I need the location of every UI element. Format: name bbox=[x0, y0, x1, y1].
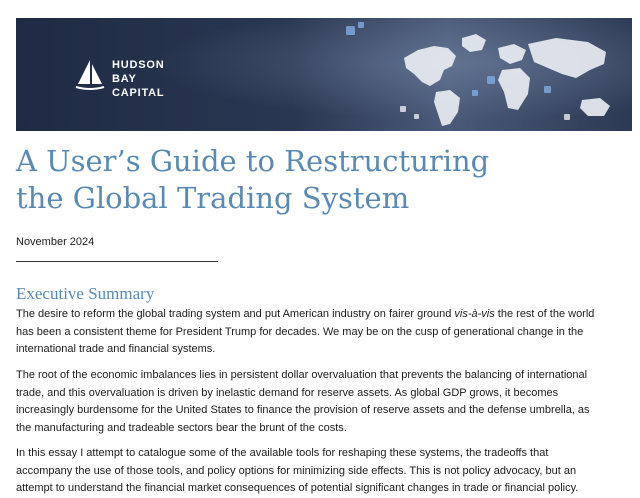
paragraph-line: trade, and this overvaluation is driven by inelastic demand for reserve assets. As global GDP grows, it becomes bbox=[16, 386, 559, 399]
paragraph-3 bbox=[16, 445, 630, 498]
title-line-2: the Global Trading System bbox=[16, 181, 410, 215]
title-line-1: A User’s Guide to Restructuring bbox=[16, 144, 490, 178]
paragraph-line: the manufacturing and tradeable sectors bear the brunt of the costs. bbox=[16, 421, 347, 434]
logo-wordmark bbox=[112, 58, 164, 100]
logo-line-3: CAPITAL bbox=[112, 87, 165, 99]
paragraph-line: In this essay I attempt to catalogue some of the available tools for reshaping these systems, the tradeoffs that bbox=[16, 447, 549, 459]
paragraph-line: international trade and financial systems. bbox=[16, 343, 216, 355]
paragraph-1 bbox=[16, 306, 630, 359]
paragraph-line: increasingly burdensome for the United States to finance the provision of reserve assets and the defense umbrella, as bbox=[16, 404, 590, 416]
paragraph-line: The desire to reform the global trading system and put American industry on fairer ground vis-à-vis the rest of the world bbox=[16, 308, 595, 320]
date-divider bbox=[16, 261, 218, 262]
logo-line-2: BAY bbox=[112, 73, 137, 85]
publication-date: November 2024 bbox=[16, 236, 95, 248]
paragraph-line: accompany the use of those tools, and policy options for minimizing side effects. This is not policy advocacy, but an bbox=[16, 464, 577, 477]
section-heading: Executive Summary bbox=[16, 284, 155, 303]
header-banner bbox=[16, 18, 632, 131]
hudson-bay-capital-logo bbox=[74, 58, 184, 118]
italic-phrase: vis-à-vis bbox=[454, 308, 495, 320]
paragraph-line: has been a consistent theme for President Trump for decades. We may be on the cusp of generational change in the bbox=[16, 325, 584, 338]
logo-line-1: HUDSON bbox=[112, 59, 165, 71]
paragraph-line: The root of the economic imbalances lies in persistent dollar overvaluation that prevents the balancing of international bbox=[16, 369, 588, 381]
paragraph-2 bbox=[16, 367, 630, 437]
paragraph-line: attempt to understand the financial market consequences of potential significant changes in trade or financial policy. bbox=[16, 482, 579, 494]
sailboat-icon bbox=[74, 58, 106, 92]
document-title bbox=[16, 143, 616, 217]
